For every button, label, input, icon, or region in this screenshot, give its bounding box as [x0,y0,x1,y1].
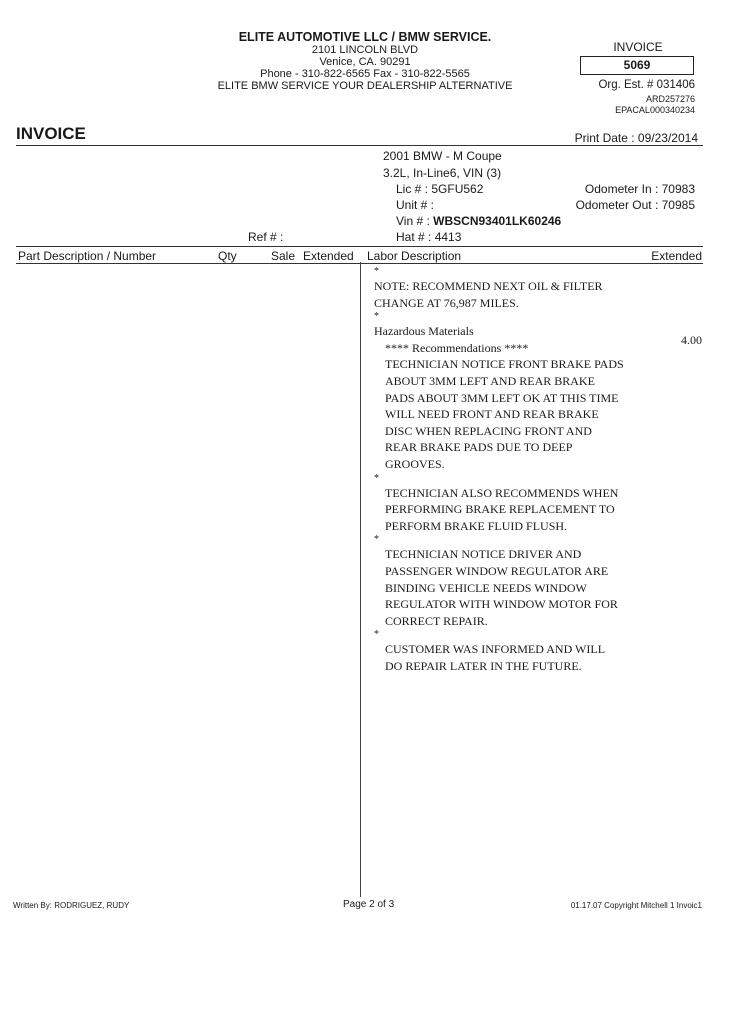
labor-line: **** Recommendations **** [385,340,529,355]
labor-line: DO REPAIR LATER IN THE FUTURE. [385,658,582,673]
labor-line: PASSENGER WINDOW REGULATOR ARE [385,563,609,578]
company-name: ELITE AUTOMOTIVE LLC / BMW SERVICE. [238,30,492,44]
labor-line: CORRECT REPAIR. [385,613,488,628]
labor-line: REAR BRAKE PADS DUE TO DEEP [385,440,573,455]
labor-line: TECHNICIAN NOTICE DRIVER AND [385,547,582,562]
labor-line: CHANGE AT 76,987 MILES. [374,295,519,310]
hazardous-materials-amount: 4.00 [681,333,702,347]
company-city: Venice, CA. 90291 [319,56,411,68]
labor-line: Hazardous Materials [374,324,474,339]
vehicle-lic [396,182,483,196]
labor-line: PERFORM BRAKE FLUID FLUSH. [385,518,568,533]
invoice-box-label: INVOICE [613,40,663,54]
vin-value: WBSCN93401LK60246 [433,214,562,228]
ard-number: ARD257276 [645,94,695,104]
labor-line: NOTE: RECOMMEND NEXT OIL & FILTER [374,279,603,293]
vehicle-unit: Unit # : [396,198,435,212]
vehicle-hat [396,230,461,244]
copyright: 01.17.07 Copyright Mitchell 1 Invoic1 [570,901,702,910]
labor-line: PADS ABOUT 3MM LEFT OK AT THIS TIME [385,390,619,405]
vehicle-rule [16,246,703,247]
vehicle-engine: 3.2L, In-Line6, VIN (3) [383,166,502,180]
labor-description-body [374,266,704,674]
labor-line: TECHNICIAN NOTICE FRONT BRAKE PADS [385,357,624,372]
col-part-description: Part Description / Number [18,249,157,263]
ref-number: Ref # : [248,230,284,244]
col-extended: Extended [303,249,354,263]
labor-line: DISC WHEN REPLACING FRONT AND [385,423,592,438]
labor-line: REGULATOR WITH WINDOW MOTOR FOR [385,597,618,612]
header-rule [16,145,703,146]
labor-line: * [374,629,379,641]
page-title: INVOICE [16,124,86,143]
labor-line: WILL NEED FRONT AND REAR BRAKE [385,407,599,422]
vin-label: Vin # : [396,214,430,228]
labor-line: * [374,534,379,546]
written-by: Written By: RODRIGUEZ, RUDY [13,901,130,910]
col-qty: Qty [218,249,237,263]
labor-line: * [374,311,379,323]
vehicle-model: 2001 BMW - M Coupe [383,149,502,163]
company-phone-fax: Phone - 310-822-6565 Fax - 310-822-5565 [260,68,470,80]
labor-line: PERFORMING BRAKE REPLACEMENT TO [385,502,615,517]
odometer-out: Odometer Out : 70985 [575,198,695,212]
company-header [190,30,540,92]
org-est-number: Org. Est. # 031406 [598,79,695,91]
column-divider [360,262,361,897]
lic-value: 5GFU562 [431,182,484,196]
hat-value: 4413 [434,230,462,244]
page-number: Page 2 of 3 [343,899,395,910]
labor-line: * [374,472,379,484]
epa-number: EPACAL000340234 [615,105,695,115]
labor-line: BINDING VEHICLE NEEDS WINDOW [385,580,587,595]
col-labor-extended: Extended [651,249,702,263]
col-labor-description: Labor Description [367,249,462,263]
labor-line: TECHNICIAN ALSO RECOMMENDS WHEN [385,485,619,500]
labor-line: * [374,266,379,277]
labor-line: ABOUT 3MM LEFT AND REAR BRAKE [385,373,595,388]
odometer-in: Odometer In : 70983 [584,182,695,196]
lic-label: Lic # : [396,182,429,196]
hat-label: Hat # : [396,230,432,244]
print-date: Print Date : 09/23/2014 [574,131,698,145]
col-sale: Sale [271,249,296,263]
labor-line: CUSTOMER WAS INFORMED AND WILL [385,642,606,657]
vehicle-vin [396,214,561,228]
company-address: 2101 LINCOLN BLVD [311,44,419,56]
invoice-number: 5069 [580,56,694,75]
labor-line: GROOVES. [385,456,445,471]
company-tagline: ELITE BMW SERVICE YOUR DEALERSHIP ALTERNATIVE [217,80,513,92]
